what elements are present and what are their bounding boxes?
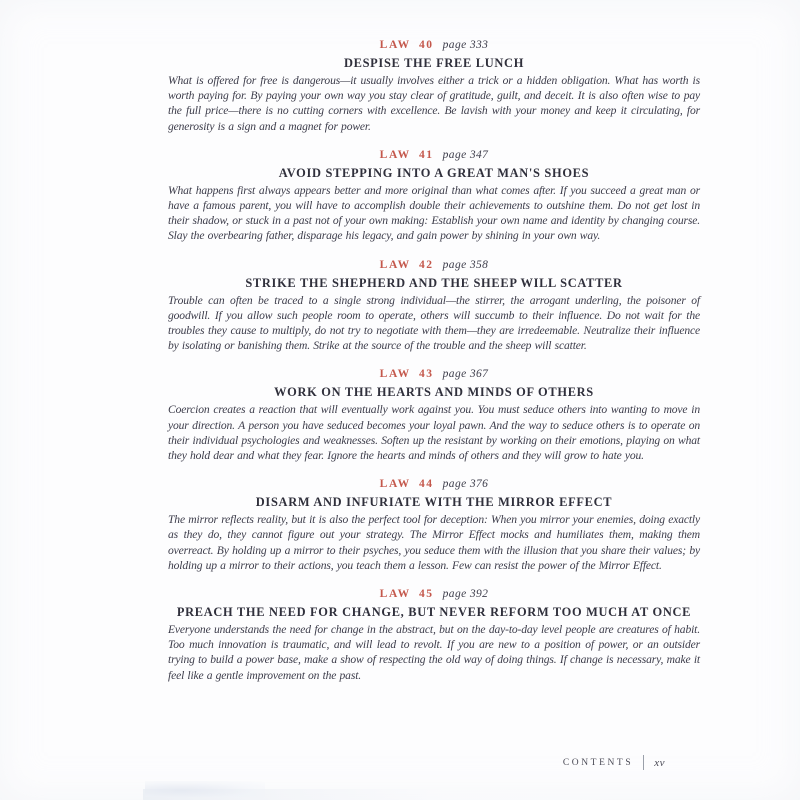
law-number: LAW 42 [379,258,434,271]
law-line [168,586,700,602]
law-page-ref: page 376 [442,478,489,491]
law-line [168,366,700,382]
law-summary: Trouble can often be traced to a single strong individual—the stirrer, the arrogant underling, the poisoner of goodwill. If you allow such people room to operate, others will succumb to their influence. Do not wait for the troubles they cause to multiply, do not try to negotiate with them—they are irredeemable. Neutralize their influence by isolating or banishing them. Strike at the source of the trouble and the sheep will scatter. [168,293,700,353]
law-number: LAW 45 [379,588,434,601]
scan-artifact-blob [145,781,265,797]
law-line [168,147,700,163]
law-section-45 [168,586,700,683]
footer-divider [643,755,644,770]
law-summary: Coercion creates a reaction that will eventually work against you. You must seduce others into wanting to move in your direction. A person you have seduced becomes your loyal pawn. And the way to seduce others is to operate on their individual psychologies and weaknesses. Soften up the resistant by working on their emotions, playing on what they hold dear and what they fear. Ignore the hearts and minds of others and they will grow to hate you. [168,403,700,463]
law-page-ref: page 333 [442,39,489,51]
law-title: DESPISE THE FREE LUNCH [343,56,525,70]
law-page-ref: page 392 [442,588,489,601]
contents-column [168,37,700,696]
law-section-41 [168,147,700,244]
law-title: AVOID STEPPING INTO A GREAT MAN'S SHOES [278,165,590,180]
law-summary: What is offered for free is dangerous—it usually involves either a trick or a hidden obligation. What has worth is worth paying for. By paying your own way you stay clear of gratitude, guilt, and deceit. It is also often wise to pay the full price—there is no cutting corners with excellence. Be lavish with your money and keep it circulating, for generosity is a sign and a magnet for power. [168,74,700,133]
law-page-ref: page 358 [442,258,489,271]
law-summary: The mirror reflects reality, but it is also the perfect tool for deception: When you mirror your enemies, doing exactly as they do, they cannot figure out your strategy. The Mirror Effect mocks and humiliates them, making them overreact. By holding up a mirror to their psyches, you seduce them with the illusion that you share their values; by holding up a mirror to their actions, you teach them a lesson. Few can resist the power of the Mirror Effect. [168,513,700,572]
law-number: LAW 40 [379,39,434,51]
law-line [168,37,700,53]
law-page-ref: page 347 [442,148,489,161]
law-summary: Everyone understands the need for change in the abstract, but on the day-to-day level people are creatures of habit. Too much innovation is traumatic, and will lead to revolt. If you are new to a position of power, or an outsider trying to build a power base, make a show of respecting the old way of doing things. If change is necessary, make it feel like a gentle improvement on the past. [168,623,700,682]
law-number: LAW 43 [379,368,434,381]
law-title: DISARM AND INFURIATE WITH THE MIRROR EFFECT [255,495,613,510]
law-title: PREACH THE NEED FOR CHANGE, BUT NEVER REFORM TOO MUCH AT ONCE [176,605,692,620]
law-section-40 [168,37,700,134]
law-section-42 [168,257,700,354]
law-page-ref: page 367 [442,368,489,381]
law-summary: What happens first always appears better and more original than what comes after. If you succeed a great man or have a famous parent, you will have to accomplish double their achievements to outshine them. Do not get lost in their shadow, or stuck in a past not of your own making: Establish your own name and identity by changing course. Slay the overbearing father, disparage his legacy, and gain power by shining in your own way. [168,183,700,243]
law-number: LAW 41 [379,148,434,161]
page-footer [563,755,665,770]
law-line [168,257,700,273]
law-line [168,476,700,492]
law-section-43 [168,366,700,463]
law-section-44 [168,476,700,573]
footer-page-number: xv [654,756,665,769]
footer-section-label: CONTENTS [562,757,634,768]
law-title: WORK ON THE HEARTS AND MINDS OF OTHERS [274,385,594,400]
law-title: STRIKE THE SHEPHERD AND THE SHEEP WILL SCATTER [245,275,623,290]
law-number: LAW 44 [379,478,434,491]
